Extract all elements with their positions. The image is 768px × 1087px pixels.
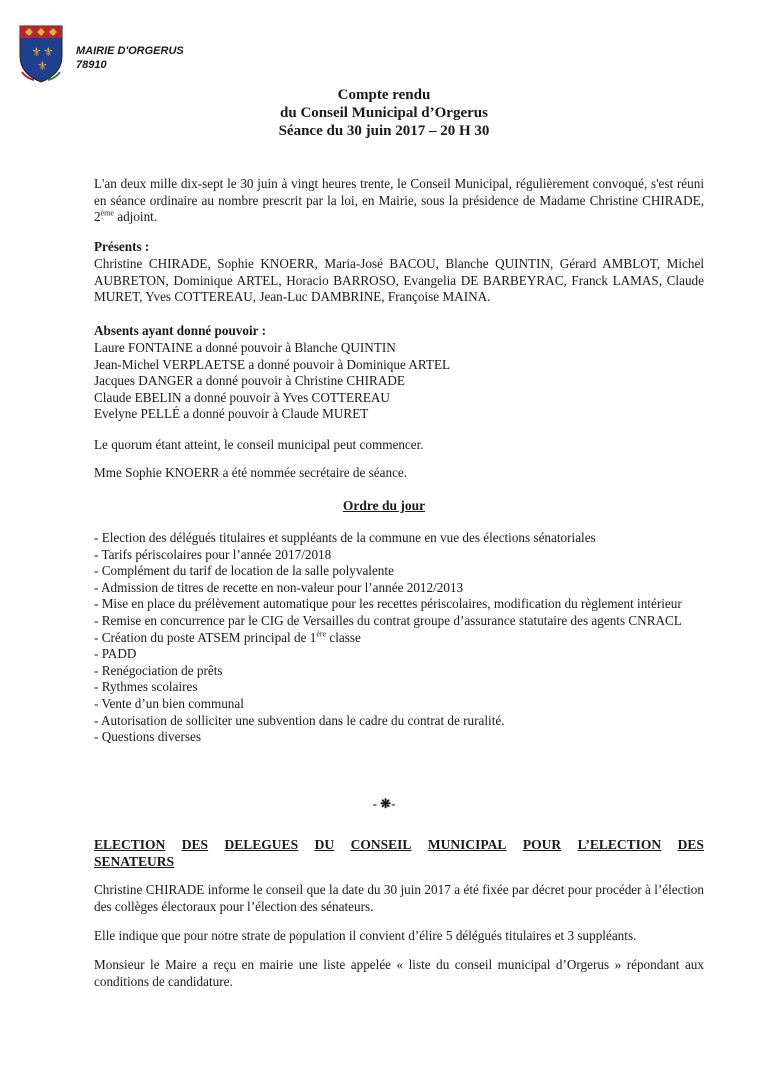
svg-text:⚜: ⚜ — [31, 45, 42, 59]
agenda-item: - Mise en place du prélèvement automatique pour les recettes périscolaires, modification du règlement intérieur — [94, 596, 682, 612]
mairie-label — [76, 44, 184, 72]
title-word: L’ELECTION — [577, 837, 662, 852]
town-crest-logo — [16, 22, 66, 84]
title-word: DU — [314, 837, 335, 852]
svg-text:⚜: ⚜ — [37, 59, 48, 73]
quorum-statement: Le quorum étant atteint, le conseil municipal peut commencer. — [94, 437, 424, 452]
section-title — [94, 836, 704, 870]
agenda-item-atsem — [94, 630, 704, 647]
absent-item: Laure FONTAINE a donné pouvoir à Blanche QUINTIN — [94, 340, 396, 355]
atsem-text: - Création du poste ATSEM principal de 1 — [94, 629, 317, 645]
intro-paragraph — [94, 176, 704, 226]
title-line-2: du Conseil Municipal d’Orgerus — [280, 105, 488, 121]
section-paragraph-2: Elle indique que pour notre strate de population il convient d’élire 5 délégués titulaires et 3 suppléants. — [94, 928, 637, 943]
title-line-1: Compte rendu — [337, 87, 431, 103]
title-word: DES — [677, 837, 704, 852]
title-word: MUNICIPAL — [427, 837, 507, 852]
agenda-list — [94, 530, 704, 746]
absents-heading: Absents ayant donné pouvoir : — [94, 323, 266, 338]
presents-list: Christine CHIRADE, Sophie KNOERR, Maria-José BACOU, Blanche QUINTIN, Gérard AMBLOT, Michel AUBRETON, Dominique ARTEL, Horacio BARROSO, Evangelia DE BARBEYRAC, Franck LAMAS, Claude MURET, Yves COTTEREAU, Jean-Luc DAMBRINE, Françoise MAINA. — [94, 256, 704, 305]
agenda-heading: Ordre du jour — [342, 498, 426, 513]
agenda-item: - Rythmes scolaires — [94, 679, 198, 695]
section-separator: - ❋- — [372, 796, 396, 811]
agenda-item: - Questions diverses — [94, 729, 201, 745]
section-paragraph-1: Christine CHIRADE informe le conseil que la date du 30 juin 2017 a été fixée par décret pour procéder à l’élection des collèges électoraux pour l’élection des sénateurs. — [94, 882, 704, 914]
agenda-item: - Vente d’un bien communal — [94, 695, 244, 711]
org-postcode: 78910 — [76, 59, 107, 71]
intro-tail: adjoint. — [113, 209, 158, 225]
intro-superscript: ème — [100, 208, 114, 218]
absent-item: Claude EBELIN a donné pouvoir à Yves COTTEREAU — [94, 389, 390, 405]
agenda-item: - Election des délégués titulaires et suppléants de la commune en vue des élections sénatoriales — [94, 530, 596, 545]
title-word: ELECTION — [94, 837, 166, 852]
org-name: MAIRIE D'ORGERUS — [76, 45, 184, 57]
atsem-superscript: ère — [316, 629, 327, 639]
presents-heading: Présents : — [94, 239, 150, 254]
agenda-item: - Remise en concurrence par le CIG de Versailles du contrat groupe d’assurance statutaire des agents CNRACL — [94, 612, 682, 628]
title-word: POUR — [522, 837, 562, 852]
section-title-line-1 — [94, 836, 704, 853]
agenda-item: - Tarifs périscolaires pour l’année 2017/2018 — [94, 546, 332, 562]
agenda-item: - Autorisation de solliciter une subvention dans le cadre du contrat de ruralité. — [94, 712, 505, 728]
absent-item: Jacques DANGER a donné pouvoir à Christine CHIRADE — [94, 373, 405, 389]
section-paragraph-3: Monsieur le Maire a reçu en mairie une liste appelée « liste du conseil municipal d’Orgerus » répondant aux conditions de candidature. — [94, 957, 704, 989]
agenda-item: - Admission de titres de recette en non-valeur pour l’année 2012/2013 — [94, 579, 464, 595]
agenda-item: - Complément du tarif de location de la salle polyvalente — [94, 563, 394, 579]
title-line-3: Séance du 30 juin 2017 – 20 H 30 — [278, 123, 490, 139]
section-title-line-2: SENATEURS — [94, 854, 175, 869]
svg-text:⚜: ⚜ — [43, 45, 54, 59]
agenda-item: - Renégociation de prêts — [94, 662, 223, 678]
secretary-statement: Mme Sophie KNOERR a été nommée secrétaire de séance. — [94, 465, 408, 480]
title-word: DES — [181, 837, 209, 852]
title-word: DELEGUES — [224, 837, 299, 852]
atsem-tail: classe — [326, 629, 361, 645]
absent-item: Evelyne PELLÉ a donné pouvoir à Claude MURET — [94, 406, 369, 422]
absents-list — [94, 340, 704, 423]
intro-text: L'an deux mille dix-sept le 30 juin à vingt heures trente, le Conseil Municipal, régulièrement convoqué, s'est réuni en séance ordinaire au nombre prescrit par la loi, en Mairie, sous la présidence de Madame Christine CHIRADE, 2 — [94, 176, 704, 225]
document-title — [0, 86, 768, 140]
absent-item: Jean-Michel VERPLAETSE a donné pouvoir à Dominique ARTEL — [94, 356, 451, 372]
agenda-item: - PADD — [94, 646, 137, 662]
title-word: CONSEIL — [350, 837, 412, 852]
